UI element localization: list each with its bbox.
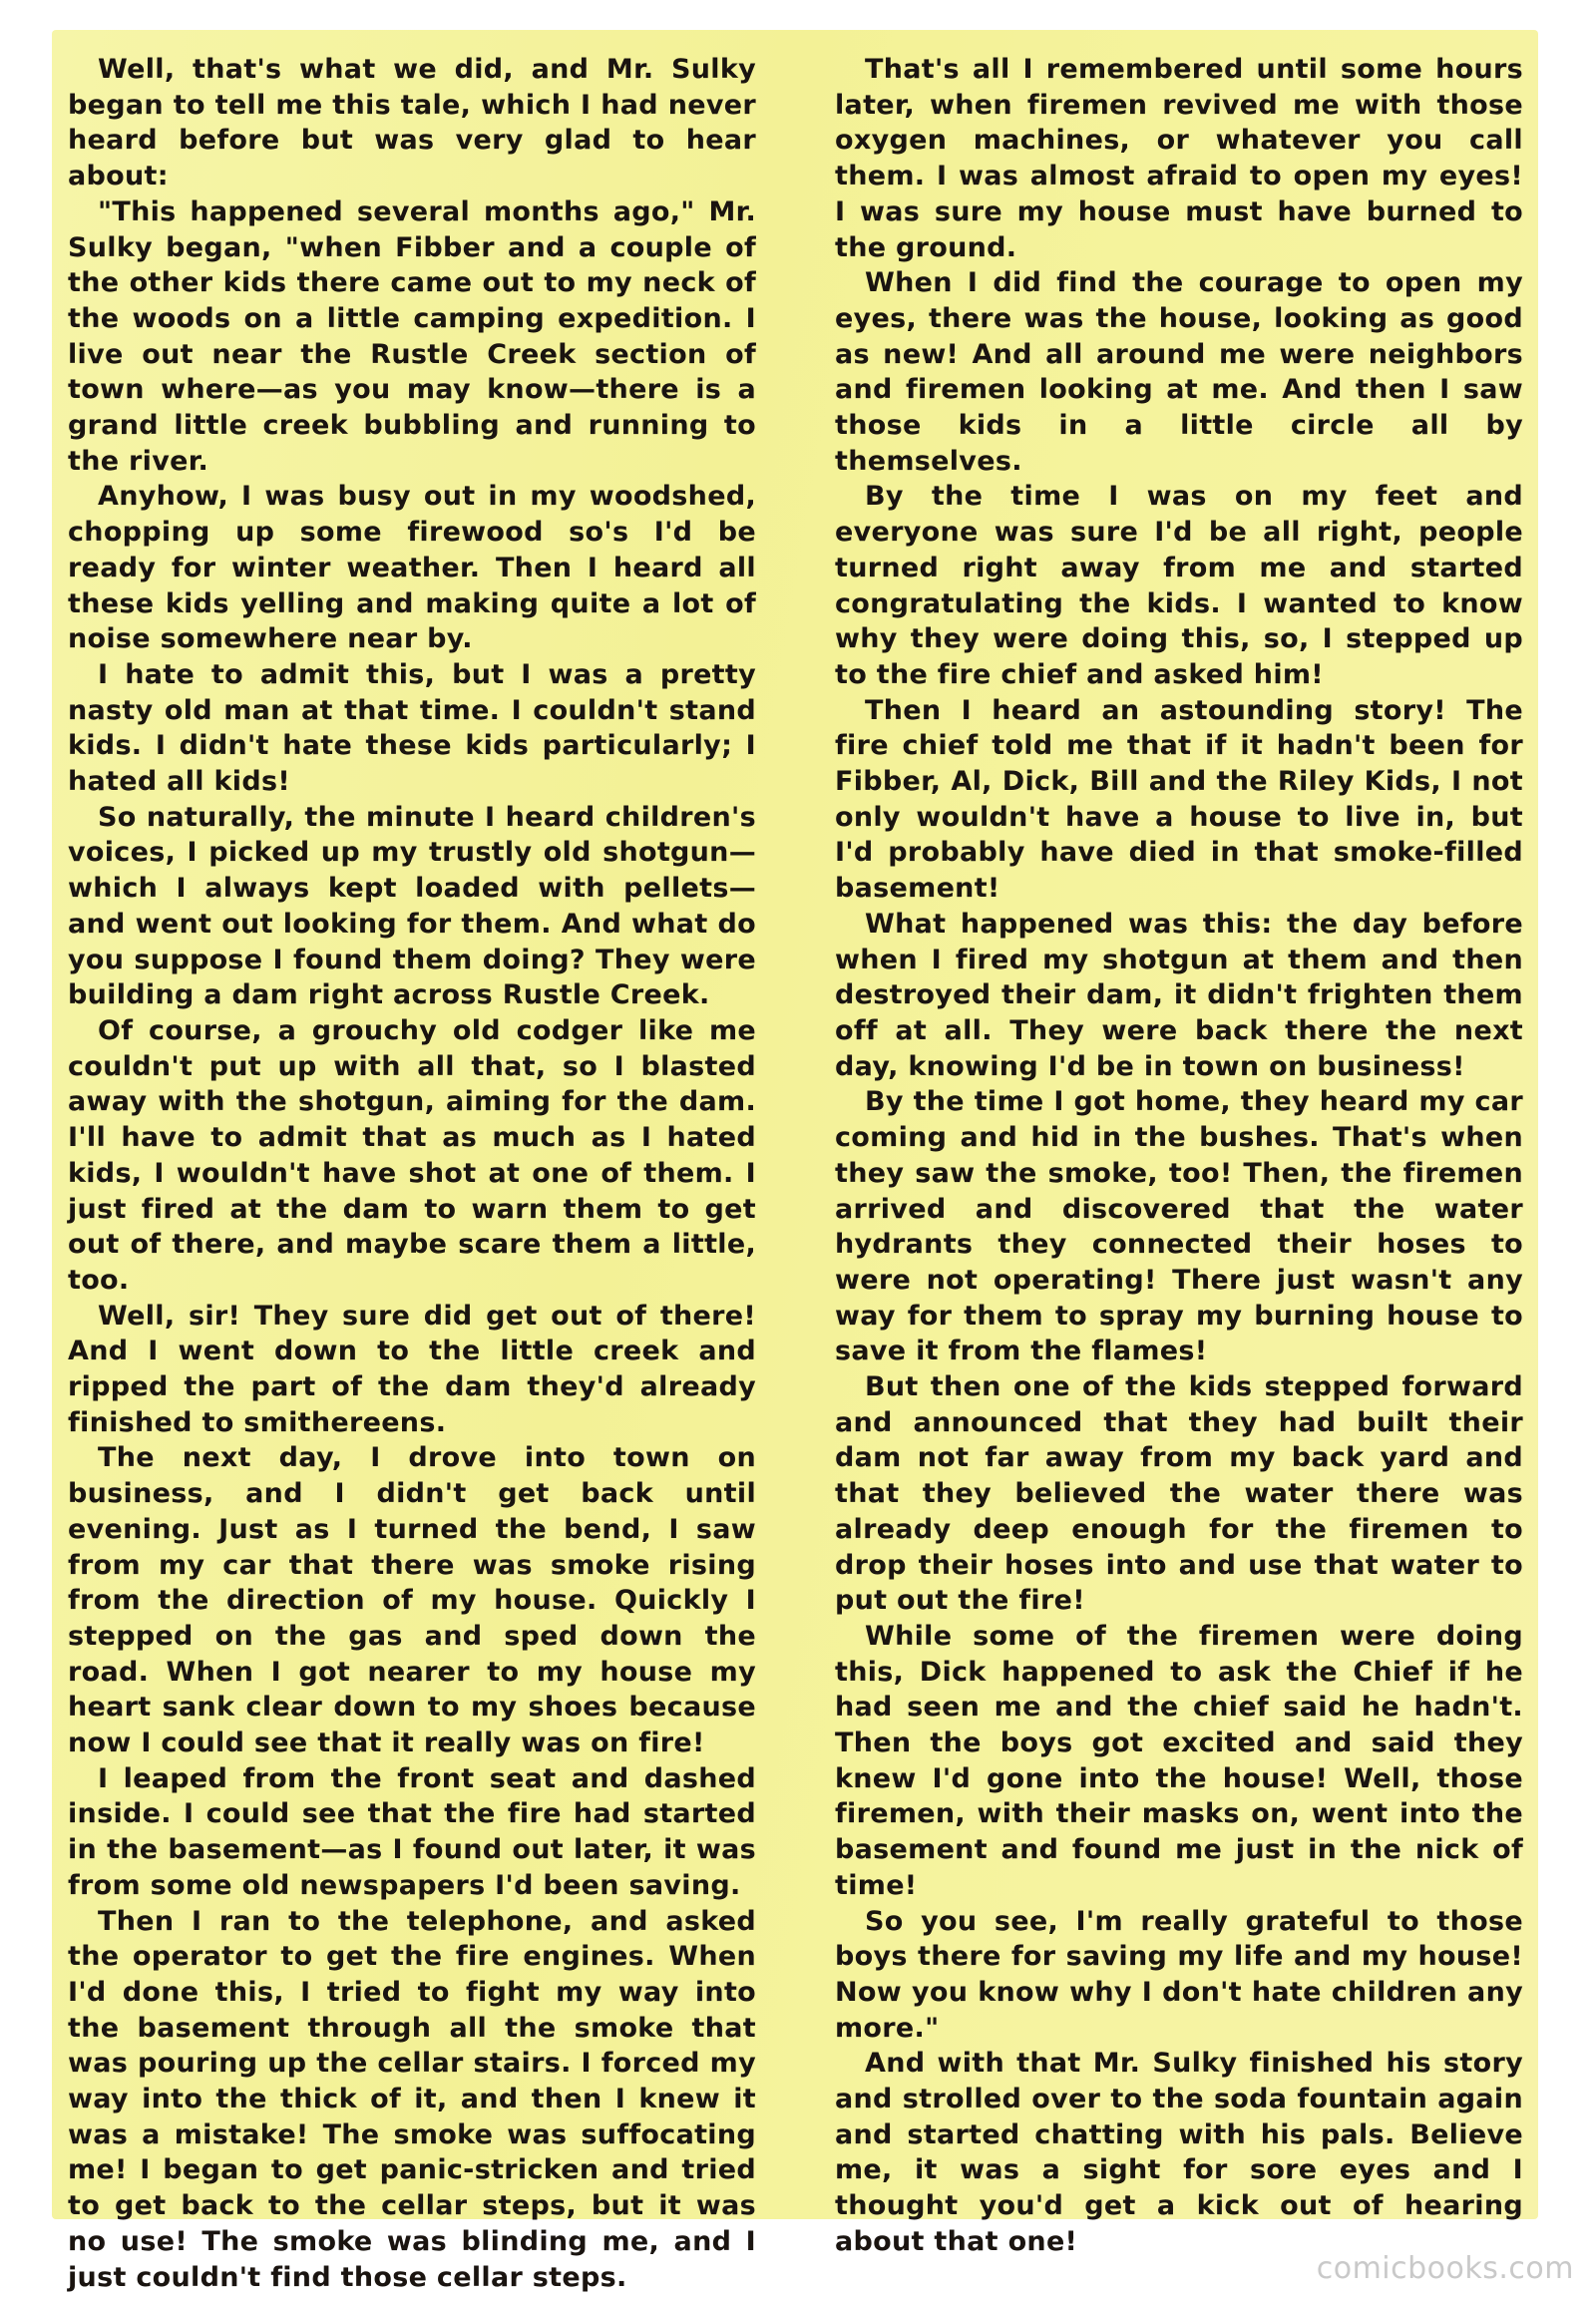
paragraph: While some of the firemen were doing this, Dick happened to ask the Chief if he had seen me and the chief said he hadn't. Then the boys got excited and said they knew I'd gone into the house! Well, those firemen, with their masks on, went into the basement and found me just in the nick of time!: [835, 1620, 1523, 1901]
paragraph: Well, sir! They sure did get out of there! And I went down to the little creek and ripped the part of the dam they'd already finished to smithereens.: [68, 1300, 756, 1438]
paragraph: I hate to admit this, but I was a pretty nasty old man at that time. I couldn't stand kids. I didn't hate these kids particularly; I hated all kids!: [68, 658, 756, 798]
paragraph: Of course, a grouchy old codger like me couldn't put up with all that, so I blasted away with the shotgun, aiming for the dam. I'll have to admit that as much as I hated kids, I wouldn't have shot at one of them. I just fired at the dam to warn them to get out of there, and maybe scare them a little, too.: [68, 1014, 756, 1296]
paragraph: By the time I was on my feet and everyone was sure I'd be all right, people turned right away from me and started congratulating the kids. I wanted to know why they were doing this, so, I stepped up to the fire chief and asked him!: [835, 481, 1523, 690]
site-watermark: comicbooks.com: [1316, 2251, 1574, 2286]
paragraph: Then I ran to the telephone, and asked the operator to get the fire engines. When I'd done this, I tried to fight my way into the basement through all the smoke that was pouring up the cellar stairs. I forced my way into the thick of it, and then I knew it was a mistake! The smoke was suffocating me! I began to get panic-stricken and tried to get back to the cellar steps, but it was no use! The smoke was blinding me, and I just couldn't find those cellar steps.: [68, 1905, 756, 2293]
paragraph: I leaped from the front seat and dashed inside. I could see that the fire had started in the basement—as I found out later, it was from some old newspapers I'd been saving.: [68, 1762, 756, 1901]
paragraph: So you see, I'm really grateful to those boys there for saving my life and my house! Now you know why I don't hate children any more.": [835, 1905, 1523, 2044]
paragraph: So naturally, the minute I heard children's voices, I picked up my trustly old shotgun—which I always kept loaded with pellets—and went out looking for them. And what do you suppose I found them doing? They were building a dam right across Rustle Creek.: [68, 801, 756, 1011]
paragraph: Anyhow, I was busy out in my woodshed, chopping up some firewood so's I'd be ready for winter weather. Then I heard all these kids yelling and making quite a lot of noise somewhere near by.: [68, 481, 756, 655]
paragraph: And with that Mr. Sulky finished his story and strolled over to the soda fountain again and started chatting with his pals. Believe me, it was a sight for sore eyes and I thought you'd get a kick out of hearing about that one!: [835, 2048, 1523, 2257]
right-text-column: [835, 52, 1523, 2260]
paragraph: By the time I got home, they heard my car coming and hid in the bushes. That's when they saw the smoke, too! Then, the firemen arrived and discovered that the water hydrants they connected their hoses to were not operating! There just wasn't any way for them to spray my burning house to save it from the flames!: [835, 1086, 1523, 1367]
paragraph: Then I heard an astounding story! The fire chief told me that if it hadn't been for Fibber, Al, Dick, Bill and the Riley Kids, I not only wouldn't have a house to live in, but I'd probably have died in that smoke-filled basement!: [835, 694, 1523, 905]
paragraph: When I did find the courage to open my eyes, there was the house, looking as good as new! And all around me were neighbors and firemen looking at me. And then I saw those kids in a little circle all by themselves.: [835, 267, 1523, 477]
paragraph: Well, that's what we did, and Mr. Sulky began to tell me this tale, which I had never heard before but was very glad to hear about:: [68, 54, 756, 192]
paragraph: What happened was this: the day before when I fired my shotgun at them and then destroyed their dam, it didn't frighten them off at all. They were back there the next day, knowing I'd be in town on business!: [835, 908, 1523, 1082]
paragraph: But then one of the kids stepped forward and announced that they had built their dam not far away from my back yard and that they believed the water there was already deep enough for the firemen to drop their hoses into and use that water to put out the fire!: [835, 1371, 1523, 1617]
paragraph: The next day, I drove into town on business, and I didn't get back until evening. Just as I turned the bend, I saw from my car that there was smoke rising from the direction of my house. Quickly I stepped on the gas and sped down the road. When I got nearer to my house my heart sank clear down to my shoes because now I could see that it really was on fire!: [68, 1442, 756, 1759]
paragraph: "This happened several months ago," Mr. Sulky began, "when Fibber and a couple of the other kids there came out to my neck of the woods on a little camping expedition. I live out near the Rustle Creek section of town where—as you may know—there is a grand little creek bubbling and running to the river.: [68, 195, 756, 477]
left-text-column: [68, 52, 756, 2295]
paragraph: That's all I remembered until some hours later, when firemen revived me with those oxygen machines, or whatever you call them. I was almost afraid to open my eyes! I was sure my house must have burned to the ground.: [835, 54, 1523, 263]
